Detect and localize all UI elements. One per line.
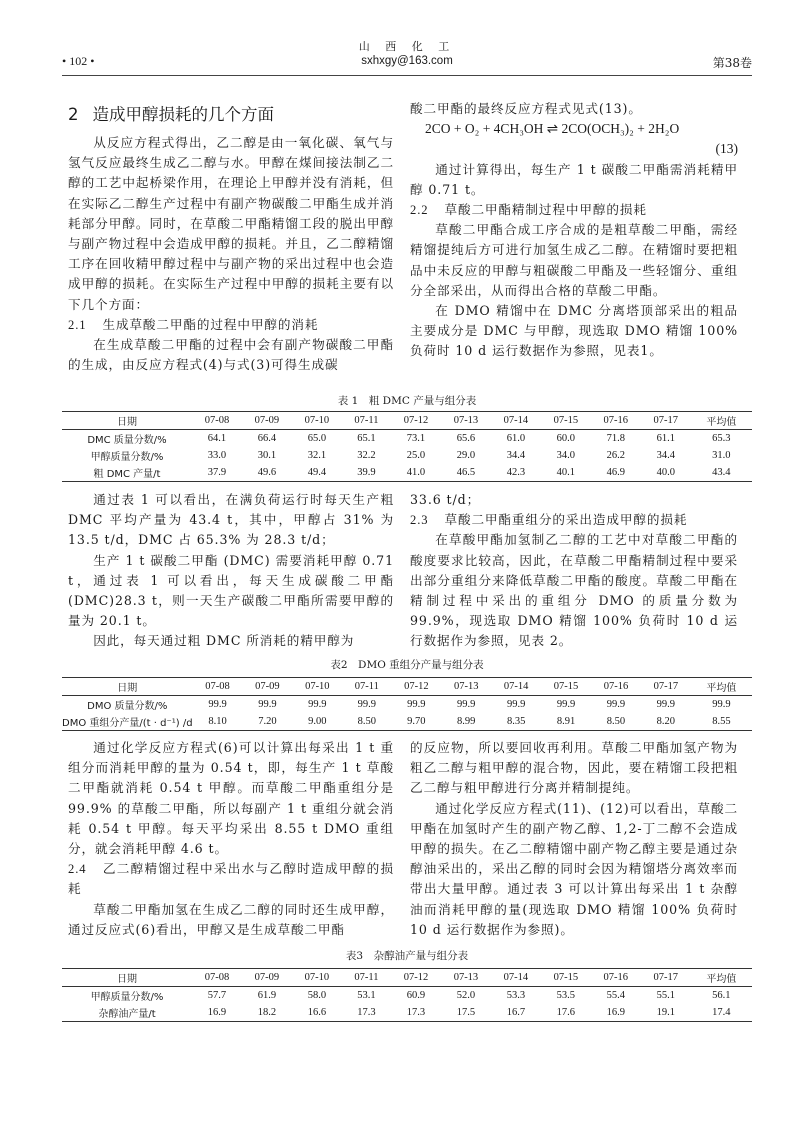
row-label: 甲醇质量分数/% bbox=[90, 992, 164, 1003]
column-header: 07-11 bbox=[354, 681, 379, 692]
table-cell: 8.50 bbox=[606, 716, 626, 727]
table-cell: 60.9 bbox=[406, 990, 426, 1001]
table3 bbox=[62, 968, 752, 1022]
right-column-middle bbox=[410, 490, 738, 652]
table-cell: 17.4 bbox=[712, 1007, 731, 1018]
column-header: 平均值 bbox=[706, 974, 737, 985]
table-cell: 16.9 bbox=[606, 1007, 625, 1018]
table-cell: 32.1 bbox=[307, 450, 327, 461]
table-cell: 8.10 bbox=[208, 716, 227, 727]
table2-caption: 表2 DMO 重组分产量与组分表 bbox=[330, 659, 484, 671]
paragraph: 草酸二甲酯加氢在生成乙二醇的同时还生成甲醇，通过反应式(6)看出，甲醇又是生成草酸二甲酯 bbox=[68, 901, 394, 937]
table-cell: 53.3 bbox=[506, 990, 526, 1001]
column-header: 07-08 bbox=[204, 972, 230, 983]
table-cell: 73.1 bbox=[406, 433, 426, 444]
table-cell: 42.3 bbox=[506, 467, 526, 478]
table-cell: 61.0 bbox=[506, 433, 526, 444]
table-cell: 49.4 bbox=[307, 467, 327, 478]
right-column-lower bbox=[410, 738, 738, 940]
table-cell: 99.9 bbox=[606, 699, 626, 710]
journal-email: sxhxgy@163.com bbox=[361, 55, 453, 67]
table-cell: 37.9 bbox=[207, 467, 227, 478]
column-header: 07-15 bbox=[553, 681, 579, 692]
column-header: 07-10 bbox=[305, 681, 330, 692]
table-cell: 46.5 bbox=[456, 467, 476, 478]
column-header: 07-17 bbox=[653, 972, 678, 983]
table-cell: 30.1 bbox=[257, 450, 277, 461]
column-header-label: 日期 bbox=[117, 974, 137, 985]
table-cell: 25.0 bbox=[406, 450, 426, 461]
table-cell: 8.55 bbox=[712, 716, 731, 727]
table-cell: 99.9 bbox=[506, 699, 526, 710]
column-header: 07-16 bbox=[603, 415, 629, 426]
column-header: 07-11 bbox=[354, 415, 379, 426]
row-label: DMC 质量分数/% bbox=[87, 435, 167, 446]
table-cell: 99.9 bbox=[407, 699, 426, 710]
paragraph: 通过计算得出，每生产 1 t 碳酸二甲酯需消耗精甲醇 0.71 t。 bbox=[410, 161, 738, 197]
table-cell: 99.9 bbox=[208, 699, 227, 710]
paragraph: 通过化学反应方程式(11)、(12)可以看出，草酸二甲酯在加氢时产生的副产物乙醇、1,2-丁二醇不会造成甲醇的损失。在乙二醇精馏中副产物乙醇主要是通过杂醇油采出的，采出乙醇的同时会因为精馏塔分离效率而带出大量甲醇。通过表 3 可以计算出每采出 1 t 杂醇油而消耗甲醇的量(现选取 DMO 精馏 100% 负荷时 10 d 运行数据作为参照)。 bbox=[410, 800, 738, 937]
equation-rhs: 2CO(OCH₃)₂ + 2H₂O bbox=[561, 121, 680, 137]
table-cell: 7.20 bbox=[258, 716, 277, 727]
table-row bbox=[62, 447, 752, 464]
left-column-middle bbox=[68, 490, 394, 652]
subsection-heading bbox=[68, 859, 394, 899]
table-cell: 71.8 bbox=[606, 433, 625, 444]
paragraph: 通过化学反应方程式(6)可以计算出每采出 1 t 重组分而消耗甲醇的量为 0.54 t，即，每生产 1 t 草酸二甲酯就消耗 0.54 t 甲醇。而草酸二甲酯重组分是 99.9% 的草酸二甲酯，所以每副产 1 t 重组分就会消耗 0.54 t 甲醇。每天平均采出 8.55 t DMO 重组分，就会消耗甲醇 4.6 t。 bbox=[68, 740, 394, 857]
subsection-number: 2.2 bbox=[410, 203, 429, 218]
table-row bbox=[62, 430, 752, 448]
table-cell: 53.5 bbox=[556, 990, 576, 1001]
table-cell: 99.9 bbox=[712, 699, 731, 710]
table-cell: 19.1 bbox=[656, 1007, 675, 1018]
table-row bbox=[62, 1004, 752, 1022]
column-header: 07-13 bbox=[453, 681, 479, 692]
table-cell: 65.0 bbox=[307, 433, 327, 444]
table-cell: 99.9 bbox=[656, 699, 676, 710]
column-header: 07-17 bbox=[653, 681, 679, 692]
paragraph: 生产 1 t 碳酸二甲酯 (DMC) 需要消耗甲醇 0.71 t，通过表 1 可以看出，每天生成碳酸二甲酯 (DMC)28.3 t，则一天生产碳酸二甲酯所需要甲醇的量为 20.1 t。 bbox=[68, 552, 394, 629]
table-cell: 60.0 bbox=[556, 433, 576, 444]
subsection-heading bbox=[410, 510, 738, 530]
table-row bbox=[62, 696, 752, 714]
column-header: 07-09 bbox=[254, 972, 280, 983]
volume-label: 第38卷 bbox=[712, 56, 752, 70]
table-cell: 29.0 bbox=[456, 450, 476, 461]
table-cell: 99.9 bbox=[308, 699, 327, 710]
table-cell: 26.2 bbox=[606, 450, 625, 461]
table-cell: 66.4 bbox=[257, 433, 277, 444]
table-cell: 31.0 bbox=[712, 450, 731, 461]
subsection-number: 2.4 bbox=[68, 862, 87, 877]
table-cell: 17.6 bbox=[556, 1007, 576, 1018]
subsection-heading bbox=[68, 315, 394, 335]
paragraph: 酸二甲酯的最终反应方程式见式(13)。 bbox=[410, 101, 642, 116]
table-cell: 33.0 bbox=[207, 450, 227, 461]
row-label: DMO 质量分数/% bbox=[87, 701, 168, 712]
section-title: 造成甲醇损耗的几个方面 bbox=[92, 105, 274, 124]
table-row bbox=[62, 464, 752, 482]
column-header: 07-14 bbox=[503, 681, 529, 692]
table-cell: 58.0 bbox=[307, 990, 327, 1001]
column-header: 07-12 bbox=[403, 972, 429, 983]
subsection-number: 2.1 bbox=[68, 317, 87, 332]
table-cell: 64.1 bbox=[207, 433, 227, 444]
header-rule bbox=[62, 75, 752, 76]
chemical-equation bbox=[410, 119, 738, 139]
table-cell: 61.1 bbox=[656, 433, 675, 444]
table-cell: 8.99 bbox=[457, 716, 476, 727]
table-cell: 17.5 bbox=[456, 1007, 476, 1018]
table3-caption: 表3 杂醇油产量与组分表 bbox=[345, 950, 469, 962]
row-label: 甲醇质量分数/% bbox=[90, 452, 164, 463]
table-cell: 53.1 bbox=[357, 990, 376, 1001]
table-cell: 40.1 bbox=[556, 467, 576, 478]
subsection-number: 2.3 bbox=[410, 513, 429, 528]
table-cell: 39.9 bbox=[357, 467, 376, 478]
table-cell: 16.7 bbox=[506, 1007, 526, 1018]
table-cell: 17.3 bbox=[406, 1007, 426, 1018]
paragraph: 通过表 1 可以看出，在满负荷运行时每天生产粗 DMC 平均产量为 43.4 t，其中，甲醇占 31% 为 13.5 t/d，DMC 占 65.3% 为 28.3 t/d； bbox=[68, 492, 394, 548]
table-cell: 99.9 bbox=[556, 699, 576, 710]
table-row bbox=[62, 713, 752, 731]
column-header: 07-12 bbox=[404, 681, 429, 692]
column-header-label: 日期 bbox=[117, 683, 138, 694]
subsection-title: 草酸二甲酯重组分的采出造成甲醇的损耗 bbox=[444, 512, 688, 528]
table-cell: 52.0 bbox=[456, 990, 476, 1001]
table-cell: 65.1 bbox=[357, 433, 376, 444]
table-cell: 34.0 bbox=[556, 450, 576, 461]
column-header-label: 日期 bbox=[117, 417, 137, 428]
paragraph: 因此，每天通过粗 DMC 所消耗的精甲醇为 bbox=[93, 633, 355, 649]
column-header: 07-08 bbox=[205, 681, 230, 692]
table-cell: 8.50 bbox=[357, 716, 376, 727]
table-cell: 55.1 bbox=[656, 990, 675, 1001]
left-column-lower bbox=[68, 738, 394, 940]
column-header: 07-13 bbox=[453, 972, 479, 983]
column-header: 07-16 bbox=[603, 972, 629, 983]
paragraph: 的反应物，所以要回收再利用。草酸二甲酯加氢产物为粗乙二醇与粗甲醇的混合物，因此，要在精馏工段把粗乙二醇与粗甲醇进行分离并精制提纯。 bbox=[410, 740, 738, 796]
paragraph: 在生成草酸二甲酯的过程中会有副产物碳酸二甲酯的生成，由反应方程式(4)与式(3)可得生成碳 bbox=[68, 337, 394, 373]
table2 bbox=[62, 677, 752, 731]
column-header: 07-13 bbox=[453, 415, 479, 426]
table-cell: 18.2 bbox=[257, 1007, 277, 1018]
table-cell: 65.6 bbox=[456, 433, 476, 444]
table-cell: 56.1 bbox=[712, 990, 731, 1001]
equilibrium-arrow-icon: ⇌ bbox=[546, 121, 559, 137]
paragraph: 在 DMO 精馏中在 DMC 分离塔顶部采出的粗品主要成分是 DMC 与甲醇，现选取 DMO 精馏 100% 负荷时 10 d 运行数据作为参照，见表1。 bbox=[410, 303, 738, 359]
table-row bbox=[62, 987, 752, 1005]
page-number: • 102 • bbox=[62, 54, 95, 68]
row-label: 粗 DMC 产量/t bbox=[93, 469, 161, 480]
table-cell: 17.3 bbox=[357, 1007, 376, 1018]
column-header: 平均值 bbox=[706, 417, 737, 428]
column-header: 07-10 bbox=[304, 972, 330, 983]
equation-lhs: 2CO + O₂ + 4CH₃OH bbox=[425, 121, 544, 137]
column-header: 07-14 bbox=[503, 415, 529, 426]
column-header: 07-12 bbox=[403, 415, 429, 426]
right-column-top bbox=[410, 99, 738, 362]
section-heading bbox=[68, 103, 394, 127]
table-header-row bbox=[62, 678, 752, 696]
table-cell: 65.3 bbox=[712, 433, 731, 444]
table-cell: 49.6 bbox=[257, 467, 277, 478]
row-label: DMO 重组分产量/(t · d⁻¹) /d bbox=[62, 718, 193, 729]
table-cell: 16.6 bbox=[307, 1007, 327, 1018]
subsection-title: 草酸二甲酯精制过程中甲醇的损耗 bbox=[444, 202, 647, 218]
column-header: 平均值 bbox=[706, 683, 737, 694]
table-cell: 40.0 bbox=[656, 467, 675, 478]
table-cell: 55.4 bbox=[606, 990, 625, 1001]
subsection-title: 乙二醇精馏过程中采出水与乙醇时造成甲醇的损耗 bbox=[68, 861, 394, 897]
table-cell: 34.4 bbox=[506, 450, 526, 461]
paragraph: 从反应方程式得出，乙二醇是由一氧化碳、氧气与氢气反应最终生成乙二醇与水。甲醇在煤间接法制乙二醇的工艺中起桥梁作用，在理论上甲醇并没有消耗，但在实际乙二醇生产过程中有副产物碳酸二甲酯生成并消耗部分甲醇。同时，在草酸二甲酯精馏工段的脱出甲醇与副产物过程中会造成甲醇的损耗。并且，乙二醇精馏工序在回收精甲醇过程中与副产物的采出过程中也会造成甲醇的损耗。在实际生产过程中甲醇的损耗主要有以下几个方面： bbox=[68, 135, 394, 312]
paragraph: 33.6 t/d； bbox=[410, 492, 481, 507]
column-header: 07-15 bbox=[553, 415, 579, 426]
table-cell: 16.9 bbox=[207, 1007, 227, 1018]
subsection-title: 生成草酸二甲酯的过程中甲醇的消耗 bbox=[102, 316, 319, 332]
subsection-heading bbox=[410, 200, 738, 220]
column-header: 07-17 bbox=[653, 415, 678, 426]
table-cell: 99.9 bbox=[357, 699, 376, 710]
table-cell: 43.4 bbox=[712, 467, 731, 478]
section-number: 2 bbox=[68, 105, 79, 124]
table-cell: 9.70 bbox=[407, 716, 426, 727]
table-header-row bbox=[62, 412, 752, 430]
paragraph: 在草酸甲酯加氢制乙二醇的工艺中对草酸二甲酯的酸度要求比较高，因此，在草酸二甲酯精制过程中要采出部分重组分来降低草酸二甲酯的酸度。草酸二甲酯在精制过程中采出的重组分 DMO 的质量分数为 99.9%，现选取 DMO 精馏 100% 负荷时 10 d 运行数据作为参照，见表 2。 bbox=[410, 532, 738, 649]
column-header: 07-11 bbox=[354, 972, 379, 983]
table-cell: 8.35 bbox=[506, 716, 526, 727]
table-cell: 8.91 bbox=[556, 716, 576, 727]
left-column-top bbox=[68, 103, 394, 375]
table-cell: 8.20 bbox=[656, 716, 676, 727]
paragraph: 草酸二甲酯合成工序合成的是粗草酸二甲酯，需经精馏提纯后方可进行加氢生成乙二醇。在精馏时要把粗品中未反应的甲醇与粗碳酸二甲酯及一些轻馏分、重组分全部采出，从而得出合格的草酸二甲酯。 bbox=[410, 222, 738, 298]
table-cell: 99.9 bbox=[258, 699, 277, 710]
table-cell: 41.0 bbox=[406, 467, 426, 478]
table-cell: 61.9 bbox=[257, 990, 277, 1001]
table-cell: 99.9 bbox=[457, 699, 476, 710]
table-cell: 32.2 bbox=[357, 450, 376, 461]
table-cell: 46.9 bbox=[606, 467, 625, 478]
table-cell: 9.00 bbox=[308, 716, 327, 727]
table-cell: 57.7 bbox=[207, 990, 227, 1001]
journal-name: 山 西 化 工 bbox=[358, 40, 456, 53]
table1 bbox=[62, 411, 752, 482]
journal-info bbox=[62, 40, 752, 68]
column-header: 07-09 bbox=[254, 415, 280, 426]
table1-caption: 表 1 粗 DMC 产量与组分表 bbox=[337, 395, 477, 407]
column-header: 07-14 bbox=[503, 972, 529, 983]
table-cell: 34.4 bbox=[656, 450, 675, 461]
column-header: 07-16 bbox=[603, 681, 629, 692]
column-header: 07-08 bbox=[204, 415, 230, 426]
row-label: 杂醇油产量/t bbox=[98, 1009, 156, 1020]
column-header: 07-10 bbox=[304, 415, 330, 426]
table-header-row bbox=[62, 969, 752, 987]
running-header bbox=[62, 40, 752, 74]
column-header: 07-09 bbox=[255, 681, 280, 692]
equation-number: (13) bbox=[715, 141, 738, 157]
column-header: 07-15 bbox=[553, 972, 579, 983]
